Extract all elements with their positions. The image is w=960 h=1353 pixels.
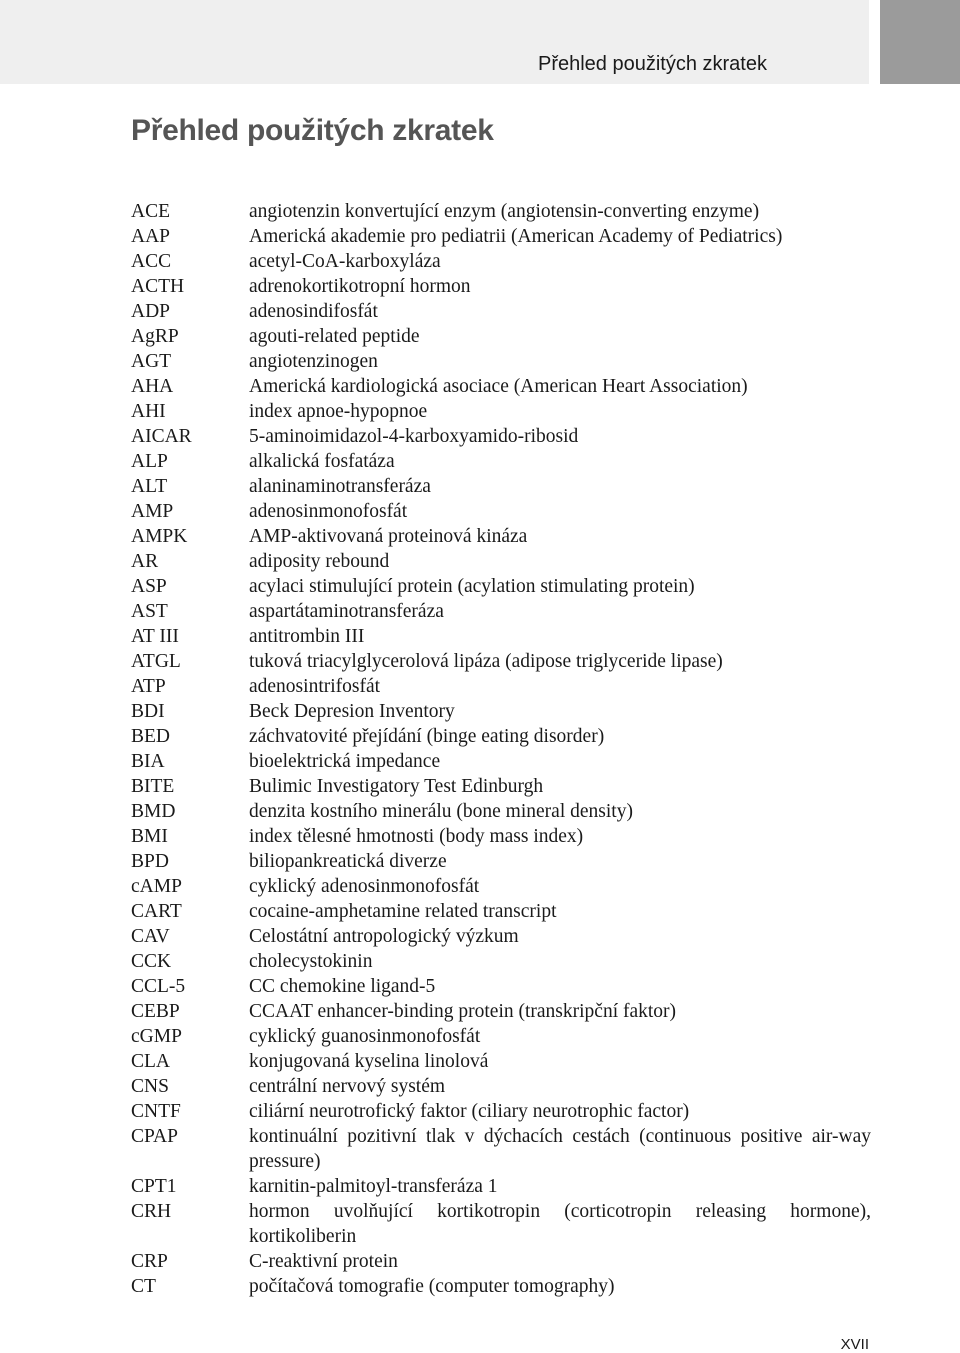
abbreviation-entry: [131, 849, 871, 874]
abbreviation-entry: [131, 649, 871, 674]
abbreviation-term: ACTH: [131, 276, 185, 297]
abbreviation-term: CLA: [131, 1051, 170, 1072]
abbreviation-term: cGMP: [131, 1026, 182, 1047]
abbreviation-term: CNS: [131, 1076, 169, 1097]
abbreviation-term: BED: [131, 726, 170, 747]
abbreviation-entry: [131, 574, 871, 599]
abbreviation-definition: adiposity rebound: [249, 551, 390, 572]
abbreviation-definition: tuková triacylglycerolová lipáza (adipose triglyceride lipase): [249, 651, 723, 672]
abbreviation-definition: cyklický adenosinmonofosfát: [249, 876, 480, 897]
abbreviation-term: BDI: [131, 701, 165, 722]
abbreviation-entry: [131, 249, 871, 274]
abbreviation-definition: acetyl-CoA-karboxyláza: [249, 251, 441, 272]
abbreviation-term: ASP: [131, 576, 167, 597]
abbreviation-definition: CCAAT enhancer-binding protein (transkripční faktor): [249, 1001, 677, 1022]
abbreviation-definition: centrální nervový systém: [249, 1076, 446, 1097]
abbreviation-entry: [131, 749, 871, 774]
abbreviation-entry: [131, 949, 871, 974]
abbreviation-definition: index apnoe-hypopnoe: [249, 401, 428, 422]
abbreviation-definition: adenosinmonofosfát: [249, 501, 408, 522]
abbreviation-definition: cocaine-amphetamine related transcript: [249, 901, 557, 922]
abbreviation-entry: [131, 499, 871, 524]
abbreviation-entry: [131, 1174, 871, 1199]
abbreviation-term: AICAR: [131, 426, 192, 447]
abbreviation-definition: agouti-related peptide: [249, 326, 420, 347]
abbreviation-definition: biliopankreatická diverze: [249, 851, 447, 872]
abbreviation-term: AMP: [131, 501, 174, 522]
abbreviation-entry: [131, 599, 871, 624]
abbreviation-entry: [131, 224, 871, 249]
abbreviation-term: ALT: [131, 476, 168, 497]
abbreviation-entry: [131, 374, 871, 399]
abbreviation-definition: denzita kostního minerálu (bone mineral density): [249, 801, 633, 822]
abbreviation-entry: [131, 1099, 871, 1124]
abbreviation-term: CCL-5: [131, 976, 186, 997]
abbreviation-term: CPT1: [131, 1176, 177, 1197]
abbreviation-entry: [131, 1049, 871, 1074]
abbreviation-list: [131, 199, 871, 1299]
abbreviation-entry: [131, 999, 871, 1024]
abbreviation-definition: kontinuální pozitivní tlak v dýchacích cestách (continuous positive air-way pressure): [249, 1126, 871, 1172]
abbreviation-definition: Beck Depresion Inventory: [249, 701, 455, 722]
abbreviation-entry: [131, 299, 871, 324]
abbreviation-entry: [131, 974, 871, 999]
abbreviation-definition: adenosindifosfát: [249, 301, 378, 322]
abbreviation-definition: CC chemokine ligand-5: [249, 976, 436, 997]
abbreviation-entry: [131, 1249, 871, 1274]
abbreviation-entry: [131, 1024, 871, 1049]
abbreviation-definition: AMP-aktivovaná proteinová kináza: [249, 526, 528, 547]
abbreviation-definition: aspartátaminotransferáza: [249, 601, 444, 622]
abbreviation-definition: angiotenzin konvertující enzym (angiotensin-converting enzyme): [249, 201, 760, 222]
abbreviation-term: BITE: [131, 776, 175, 797]
abbreviation-entry: [131, 549, 871, 574]
abbreviation-definition: karnitin-palmitoyl-transferáza 1: [249, 1176, 498, 1197]
abbreviation-term: BPD: [131, 851, 169, 872]
abbreviation-term: AHI: [131, 401, 166, 422]
abbreviation-definition: Americká kardiologická asociace (American Heart Association): [249, 376, 748, 397]
abbreviation-definition: C-reaktivní protein: [249, 1251, 398, 1272]
abbreviation-term: ATP: [131, 676, 166, 697]
abbreviation-term: ACC: [131, 251, 172, 272]
abbreviation-definition: alaninaminotransferáza: [249, 476, 431, 497]
abbreviation-entry: [131, 199, 871, 224]
abbreviation-term: CNTF: [131, 1101, 181, 1122]
abbreviation-term: BMD: [131, 801, 176, 822]
abbreviation-term: CPAP: [131, 1126, 178, 1147]
abbreviation-entry: [131, 1124, 871, 1174]
abbreviation-term: cAMP: [131, 876, 182, 897]
abbreviation-entry: [131, 349, 871, 374]
abbreviation-entry: [131, 824, 871, 849]
abbreviation-entry: [131, 274, 871, 299]
abbreviation-entry: [131, 524, 871, 549]
running-header-band: [0, 0, 869, 84]
abbreviation-entry: [131, 699, 871, 724]
abbreviation-entry: [131, 674, 871, 699]
abbreviation-term: AGT: [131, 351, 172, 372]
abbreviation-definition: acylaci stimulující protein (acylation stimulating protein): [249, 576, 695, 597]
abbreviation-entry: [131, 774, 871, 799]
abbreviation-definition: Bulimic Investigatory Test Edinburgh: [249, 776, 544, 797]
abbreviation-term: AgRP: [131, 326, 179, 347]
abbreviation-term: CT: [131, 1276, 156, 1297]
abbreviation-term: AT III: [131, 626, 179, 647]
abbreviation-entry: [131, 474, 871, 499]
abbreviation-term: CART: [131, 901, 182, 922]
abbreviation-term: BIA: [131, 751, 165, 772]
abbreviation-entry: [131, 899, 871, 924]
abbreviation-definition: počítačová tomografie (computer tomography): [249, 1276, 615, 1297]
abbreviation-term: AMPK: [131, 526, 188, 547]
abbreviation-definition: angiotenzinogen: [249, 351, 378, 372]
abbreviation-term: BMI: [131, 826, 168, 847]
page-title: Přehled použitých zkratek: [131, 114, 494, 147]
abbreviation-definition: 5-aminoimidazol-4-karboxyamido-ribosid: [249, 426, 579, 447]
abbreviation-term: AR: [131, 551, 159, 572]
abbreviation-entry: [131, 624, 871, 649]
page-corner-tab: [880, 0, 960, 84]
abbreviation-definition: konjugovaná kyselina linolová: [249, 1051, 489, 1072]
abbreviation-definition: Celostátní antropologický výzkum: [249, 926, 519, 947]
abbreviation-entry: [131, 724, 871, 749]
abbreviation-term: AHA: [131, 376, 174, 397]
abbreviation-definition: adrenokortikotropní hormon: [249, 276, 471, 297]
abbreviation-entry: [131, 1074, 871, 1099]
abbreviation-entry: [131, 449, 871, 474]
abbreviation-entry: [131, 1199, 871, 1249]
abbreviation-definition: cholecystokinin: [249, 951, 373, 972]
abbreviation-term: CEBP: [131, 1001, 180, 1022]
abbreviation-definition: bioelektrická impedance: [249, 751, 441, 772]
abbreviation-term: CCK: [131, 951, 172, 972]
abbreviation-term: CRH: [131, 1201, 172, 1222]
abbreviation-entry: [131, 924, 871, 949]
abbreviation-definition: záchvatovité přejídání (binge eating disorder): [249, 726, 605, 747]
abbreviation-term: ALP: [131, 451, 168, 472]
abbreviation-term: ACE: [131, 201, 170, 222]
abbreviation-term: AAP: [131, 226, 171, 247]
abbreviation-definition: alkalická fosfatáza: [249, 451, 395, 472]
page-number: XVII: [840, 1336, 869, 1353]
abbreviation-definition: cyklický guanosinmonofosfát: [249, 1026, 481, 1047]
running-header-title: Přehled použitých zkratek: [537, 53, 767, 75]
abbreviation-entry: [131, 799, 871, 824]
abbreviation-entry: [131, 324, 871, 349]
abbreviation-entry: [131, 399, 871, 424]
abbreviation-definition: antitrombin III: [249, 626, 365, 647]
abbreviation-definition: hormon uvolňující kortikotropin (corticotropin releasing hormone), kortikoliberin: [249, 1201, 871, 1247]
abbreviation-definition: Americká akademie pro pediatrii (American Academy of Pediatrics): [249, 226, 783, 247]
abbreviation-term: ATGL: [131, 651, 181, 672]
abbreviation-term: ADP: [131, 301, 171, 322]
abbreviation-entry: [131, 424, 871, 449]
abbreviation-definition: index tělesné hmotnosti (body mass index): [249, 826, 584, 847]
abbreviation-term: CAV: [131, 926, 170, 947]
abbreviation-term: CRP: [131, 1251, 168, 1272]
abbreviation-entry: [131, 874, 871, 899]
abbreviation-term: AST: [131, 601, 168, 622]
abbreviation-definition: adenosintrifosfát: [249, 676, 381, 697]
abbreviation-entry: [131, 1274, 871, 1299]
abbreviation-definition: ciliární neurotrofický faktor (ciliary neurotrophic factor): [249, 1101, 690, 1122]
